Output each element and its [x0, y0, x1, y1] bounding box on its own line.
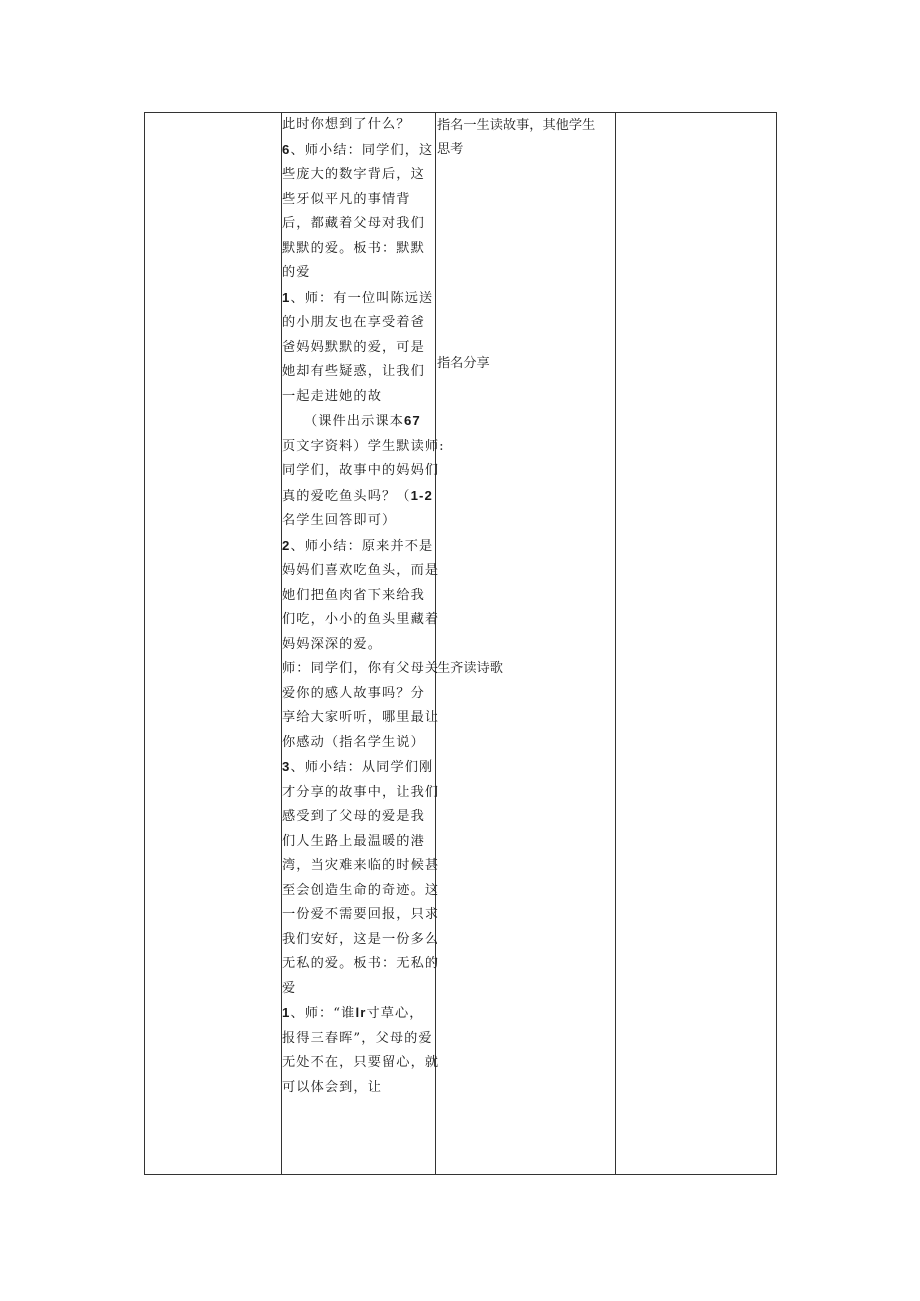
process-line: 名学生回答即可） — [282, 513, 397, 528]
process-line: 湾，当灾难来临的时候甚 — [282, 858, 440, 873]
process-line: 此时你想到了什么？ — [282, 117, 411, 132]
process-line: 一起走进她的故 — [282, 388, 383, 404]
process-number: 1 — [282, 1005, 291, 1020]
student-activity-read-story: 指名一生读故事，其他学生思考 — [437, 117, 596, 156]
process-line: 爱 — [282, 980, 297, 996]
process-line: 1、师：有一位叫陈远送 — [282, 289, 434, 306]
process-number: 1 — [282, 289, 291, 305]
process-line: 才分享的故事中，让我们 — [282, 784, 440, 800]
process-line: 妈妈们喜欢吃鱼头，而是 — [282, 563, 440, 578]
process-number: 1-2 — [410, 487, 433, 503]
process-line: 2、师小结：原来并不是 — [282, 537, 434, 554]
process-line: 后，都藏着父母对我们 — [282, 216, 425, 231]
process-line: 些庞大的数字背后，这 — [282, 167, 425, 182]
empty-cell-left — [145, 113, 282, 1175]
student-activity-cell — [436, 113, 616, 1175]
process-line: 6、师小结：同学们，这 — [282, 141, 434, 158]
process-number: 67 — [404, 413, 421, 428]
process-line: 你感动（指名学生说） — [282, 734, 425, 750]
process-line: 同学们，故事中的妈妈们 — [282, 463, 440, 478]
process-line: 们吃，小小的鱼头里藏着 — [282, 612, 440, 627]
process-line: 页文字资料）学生默读师: — [282, 438, 445, 454]
process-line: 些牙似平凡的事情背 — [282, 191, 411, 207]
process-line: 她们把鱼肉省下来给我 — [282, 587, 425, 603]
process-line: 我们安好，这是一份多么 — [282, 931, 440, 947]
lesson-plan-table — [144, 112, 777, 1175]
process-line: 感受到了父母的爱是我 — [282, 809, 425, 824]
process-number: 2 — [282, 537, 291, 553]
process-line: 的爱 — [282, 265, 311, 280]
process-line: 爱你的感人故事吗？分 — [282, 685, 425, 701]
student-activity-share: 指名分享 — [437, 355, 490, 370]
student-activity-read-poem: 生齐读诗歌 — [437, 660, 503, 675]
process-line: （课件出示课本67 — [282, 413, 421, 429]
process-line: 师：同学们，你有父母关 — [282, 661, 440, 676]
process-line: 真的爱吃鱼头吗？（1-2 — [282, 487, 433, 504]
process-line: 1、师：“谁lr寸草心， — [282, 1005, 424, 1021]
process-line: 一份爱不需要回报，只求 — [282, 907, 440, 922]
process-line: 至会创造生命的奇迹。这 — [282, 882, 440, 898]
empty-cell-right — [616, 113, 777, 1175]
process-number: 3 — [282, 759, 291, 774]
process-line: 无处不在，只要留心，就 — [282, 1055, 440, 1070]
table-row — [145, 113, 777, 1175]
process-line: 报得三春晖”，父母的爱 — [282, 1030, 433, 1046]
process-line: 们人生路上最温暖的港 — [282, 833, 425, 849]
process-number: 6 — [282, 141, 291, 157]
process-number: lr — [355, 1005, 367, 1020]
process-line: 妈妈深深的爱。 — [282, 636, 383, 652]
process-line: 3、师小结：从同学们刚 — [282, 759, 434, 775]
process-line: 她却有些疑惑，让我们 — [282, 364, 425, 379]
teaching-process-cell — [282, 113, 445, 1175]
process-line: 的小朋友也在享受着爸 — [282, 315, 425, 330]
process-line: 无私的爱。板书：无私的 — [282, 956, 440, 971]
process-line: 享给大家听听，哪里最让 — [282, 710, 440, 725]
process-line: 爸妈妈默默的爱，可是 — [282, 339, 425, 355]
process-line: 默默的爱。板书：默默 — [282, 240, 425, 256]
process-line: 可以体会到，让 — [282, 1079, 383, 1095]
